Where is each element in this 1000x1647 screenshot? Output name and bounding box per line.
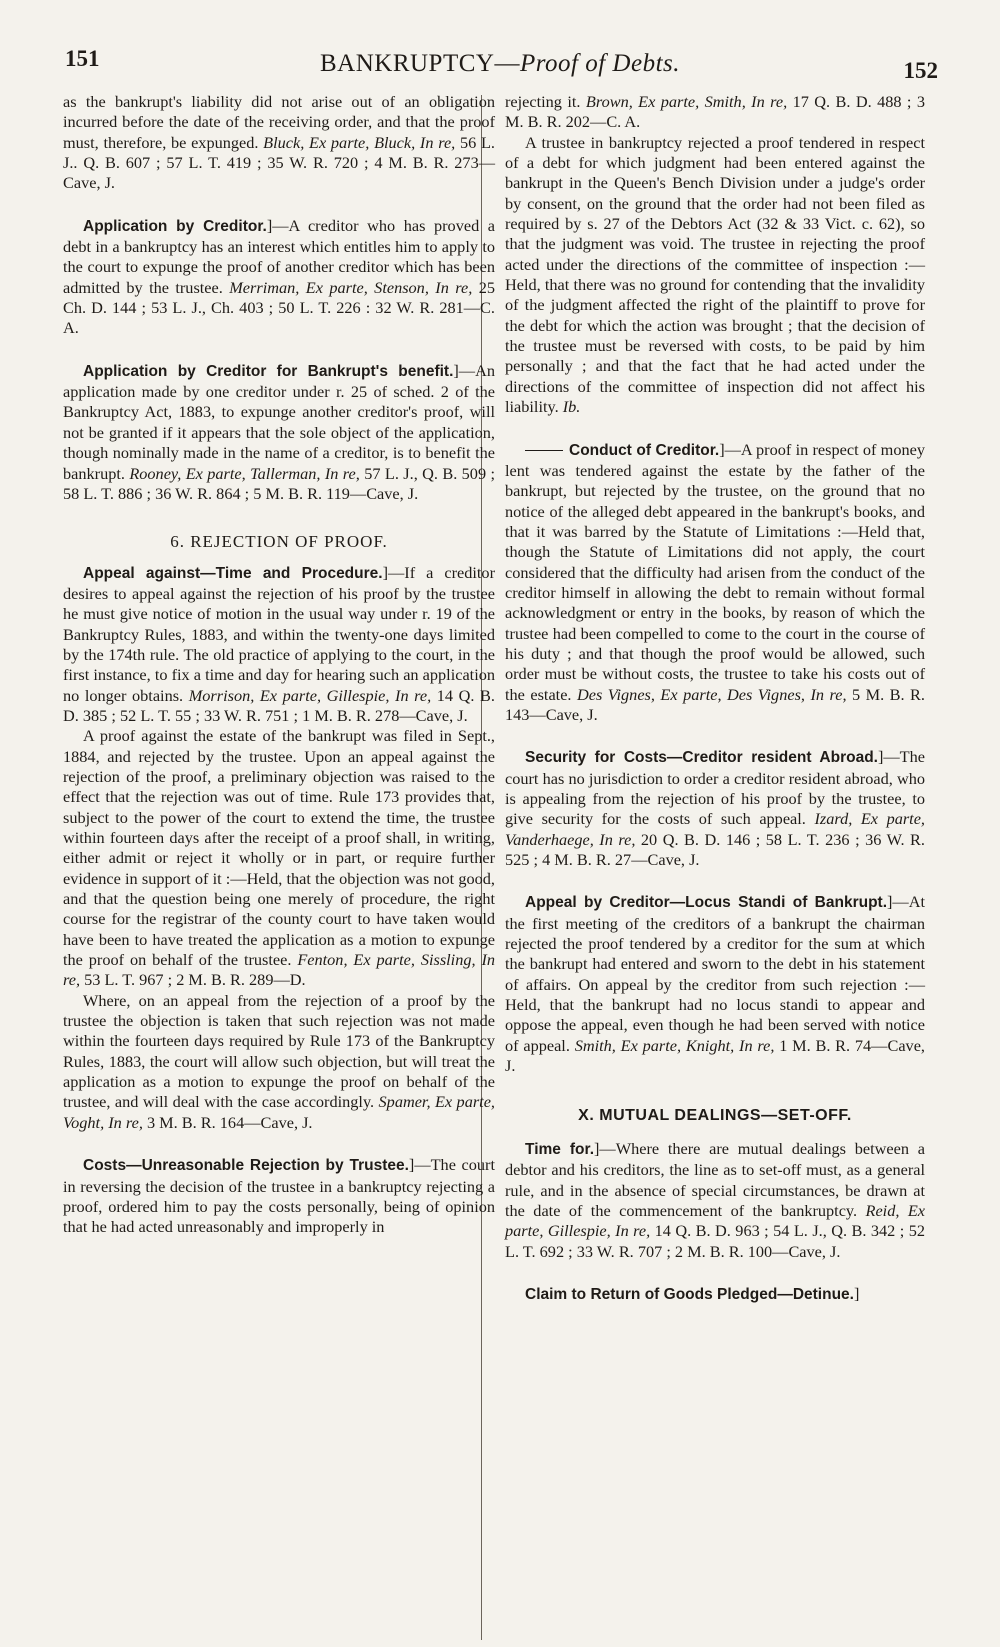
entry-costs-unreasonable-rejection <box>63 1155 495 1237</box>
section-title-rejection-of-proof: 6. REJECTION OF PROOF. <box>170 532 388 552</box>
entry-text: ]—A creditor who has proved a debt in a bankruptcy has an interest which entitles him to apply to the court to expunge the proof of another creditor which has been admitted by the trustee. <box>63 215 495 297</box>
entry-text: ]—At the first meeting of the creditors of a bankrupt the chairman rejected the proof tendered by a creditor for the sum at which the bankrupt had entered and sworn to the debt in his statement of affairs. On appeal by the creditor from such rejection :—Held, that the bankrupt had no locus standi to appear and oppose the appeal, even though he had been served with notice of appeal. <box>505 892 925 1055</box>
repeat-heading-dash <box>525 450 563 451</box>
page-number-right: 152 <box>903 58 938 83</box>
entry-heading: Conduct of Creditor. <box>569 441 720 459</box>
case-citation: Bluck, Ex parte, Bluck, In re, <box>263 132 456 152</box>
entry-conduct-of-creditor <box>505 440 925 726</box>
entry-text: A trustee in bankruptcy rejected a proof tendered in respect of a debt for which judgment had been entered against the bankrupt in the Queen's Bench Division under a judge's order by consent, on the ground that the order had not been filed as required by s. 27 of the Debtors Act (32 & 33 Vict. c. 62), so that the judgment was void. The trustee in rejecting the proof acted under the directions of the committee of inspection :—Held, that there was no ground for contending that the invalidity of the judgment affected the right of the plaintiff to prove for the debt for which the action was brought ; that the decision of the trustee must be reversed with costs, to be paid by him personally ; and that the fact that he had acted under the directions of the committee of inspection did not affect his liability. <box>505 132 925 417</box>
case-citation: Spamer, Ex parte, Voght, In re, <box>63 1092 495 1132</box>
entry-security-for-costs <box>505 747 925 870</box>
report-citation: 14 Q. B. D. 963 ; 54 L. J., Q. B. 342 ; 52 L. T. 692 ; 33 W. R. 707 ; 2 M. B. R. 100—Cave, J. <box>505 1221 925 1261</box>
entry-text: ]—An application made by one creditor under r. 25 of sched. 2 of the Bankruptcy Act, 1883, to expunge another creditor's proof, will not be granted if it appears that the sole object of the application, though nominally made in the name of a creditor, is to benefit the bankrupt. <box>63 360 495 483</box>
page-number-left: 151 <box>65 46 100 71</box>
entry-heading: Security for Costs—Creditor resident Abroad. <box>525 749 878 767</box>
case-citation: Des Vignes, Ex parte, Des Vignes, In re, <box>576 684 847 704</box>
entry-trustee-rejected-judgment <box>505 133 925 418</box>
case-citation: Smith, Ex parte, Knight, In re, <box>574 1035 775 1055</box>
report-citation: 20 Q. B. D. 146 ; 58 L. T. 236 ; 36 W. R. 525 ; 4 M. B. R. 27—Cave, J. <box>505 829 925 870</box>
case-citation: Merriman, Ex parte, Stenson, In re, <box>229 277 473 297</box>
entry-text: ]—The court in reversing the decision of the trustee in a bankruptcy rejecting a proof, ordered him to pay the costs personally, being of opinion that he had acted unreasonably and improperly in <box>63 1155 495 1237</box>
case-citation: Reid, Ex parte, Gillespie, In re, <box>505 1200 925 1241</box>
entry-heading: Appeal against—Time and Procedure. <box>83 564 383 582</box>
entry-text: ]—If a creditor desires to appeal against the rejection of his proof by the trustee he must give notice of motion in the usual way under r. 19 of the Bankruptcy Rules, 1883, and within the twenty-one days limited by the 174th rule. The old practice of applying to the court, in the first instance, to fix a time and day for hearing such an application no longer obtains. <box>63 562 495 705</box>
entry-time-for <box>505 1139 925 1262</box>
case-citation: Fenton, Ex parte, Sissling, In re, <box>63 950 496 990</box>
case-citation: Ib. <box>562 397 581 417</box>
case-citation: Izard, Ex parte, Vanderhaege, In re, <box>505 809 926 849</box>
case-citation: Morrison, Ex parte, Gillespie, In re, <box>188 685 432 705</box>
report-citation: 57 L. J., Q. B. 509 ; 58 L. T. 886 ; 36 W. R. 864 ; 5 M. B. R. 119—Cave, J. <box>63 463 495 503</box>
running-head-subtitle: Proof of Debts. <box>519 50 681 77</box>
entry-text: A proof against the estate of the bankrupt was filed in Sept., 1884, and rejected by the trustee. Upon an appeal against the rejection of the proof, a preliminary objection was raised to the effect that the rejection was out of time. Rule 173 provides that, subject to the power of the court to extend the time, the trustee within fourteen days after the receipt of a proof shall, in writing, either admit or reject it wholly or in part, or require further evidence in support of it :—Held, that the objection was not good, and that the question being one merely of procedure, the right course for the registrar of the county court to have taken would have been to have treated the application as a motion to expunge the proof on behalf of the trustee. <box>63 726 495 970</box>
report-citation: 3 M. B. R. 164—Cave, J. <box>142 1112 313 1132</box>
left-column <box>63 92 495 1260</box>
case-citation: Rooney, Ex parte, Tallerman, In re, <box>129 463 360 483</box>
report-citation: 53 L. T. 967 ; 2 M. B. R. 289—D. <box>80 970 306 990</box>
entry-heading: Appeal by Creditor—Locus Standi of Bankrupt. <box>525 894 888 912</box>
case-citation: Brown, Ex parte, Smith, In re, <box>585 92 788 111</box>
report-citation: 17 Q. B. D. 488 ; 3 M. B. R. 202—C. A. <box>505 92 925 132</box>
report-citation: 14 Q. B. D. 385 ; 52 L. T. 55 ; 33 W. R. 751 ; 1 M. B. R. 278—Cave, J. <box>63 685 495 725</box>
section-title-mutual-dealings: X. MUTUAL DEALINGS—SET-OFF. <box>578 1107 852 1125</box>
entry-text: ]—A proof in respect of money lent was tendered against the estate by the father of the bankrupt, but rejected by the trustee, on the ground that no notice of the alleged debt appeared in the bankrupt's books, and that it was barred by the Statute of Limitations :—Held that, though the Statute of Limitations did not apply, the court considered that the difficulty had arisen from the conduct of the creditor himself in allowing the debt to remain without formal acknowledgment or entry in the books, by reason of which the trustee had been compelled to come to the court in the course of his duty ; and that though the proof would be allowed, such order must be without costs, the trustee to take his costs out of the estate. <box>505 439 925 704</box>
entry-objection-fourteen-days <box>63 991 495 1133</box>
entry-heading: Application by Creditor. <box>83 217 267 235</box>
report-citation: 1 M. B. R. 74—Cave, J. <box>505 1035 925 1076</box>
entry-continuation <box>63 92 495 194</box>
entry-heading: Costs—Unreasonable Rejection by Trustee. <box>83 1157 409 1175</box>
report-citation: 5 M. B. R. 143—Cave, J. <box>505 684 925 724</box>
entry-proof-filed-1884 <box>63 726 495 990</box>
entry-heading: Time for. <box>525 1140 595 1158</box>
entry-claim-return-goods <box>505 1284 925 1305</box>
entry-text: ]—The court has no jurisdiction to order a creditor resident abroad, who is appealing from the rejection of his proof by the trustee, to give security for the costs of such appeal. <box>505 747 925 829</box>
entry-heading: Application by Creditor for Bankrupt's benefit. <box>83 362 454 380</box>
entry-heading: Claim to Return of Goods Pledged—Detinue. <box>525 1285 854 1303</box>
entry-locus-standi <box>505 892 925 1076</box>
right-column <box>505 92 925 1327</box>
running-head-title: BANKRUPTCY— <box>319 50 520 77</box>
report-citation: 25 Ch. D. 144 ; 53 L. J., Ch. 403 ; 50 L. T. 226 : 32 W. R. 281—C. A. <box>63 277 496 338</box>
entry-text: as the bankrupt's liability did not arise out of an obligation incurred before the date of the receiving order, and that the proof must, therefore, be expunged. <box>63 92 495 152</box>
entry-appeal-time-procedure <box>63 563 495 727</box>
entry-text: ]—Where there are mutual dealings between a debtor and his creditors, the line as to set-off must, as a general rule, and in the absence of special circumstances, be drawn at the date of the commencement of the bankruptcy. <box>505 1138 925 1220</box>
running-head <box>0 50 1000 78</box>
entry-text: ] <box>853 1283 860 1303</box>
entry-text: Where, on an appeal from the rejection of a proof by the trustee the objection is taken that such rejection was not made within the fourteen days required by Rule 173 of the Bankruptcy Rules, 1883, the court will allow such objection, but will treat the application as a motion to expunge the proof on behalf of the trustee, and will deal with the case accordingly. <box>63 990 495 1112</box>
entry-continuation <box>505 92 925 133</box>
entry-text: rejecting it. <box>505 92 586 111</box>
entry-application-by-creditor <box>63 216 495 339</box>
report-citation: 56 L. J.. Q. B. 607 ; 57 L. T. 419 ; 35 W. R. 720 ; 4 M. B. R. 273—Cave, J. <box>63 132 495 193</box>
entry-application-for-bankrupt-benefit <box>63 361 495 504</box>
